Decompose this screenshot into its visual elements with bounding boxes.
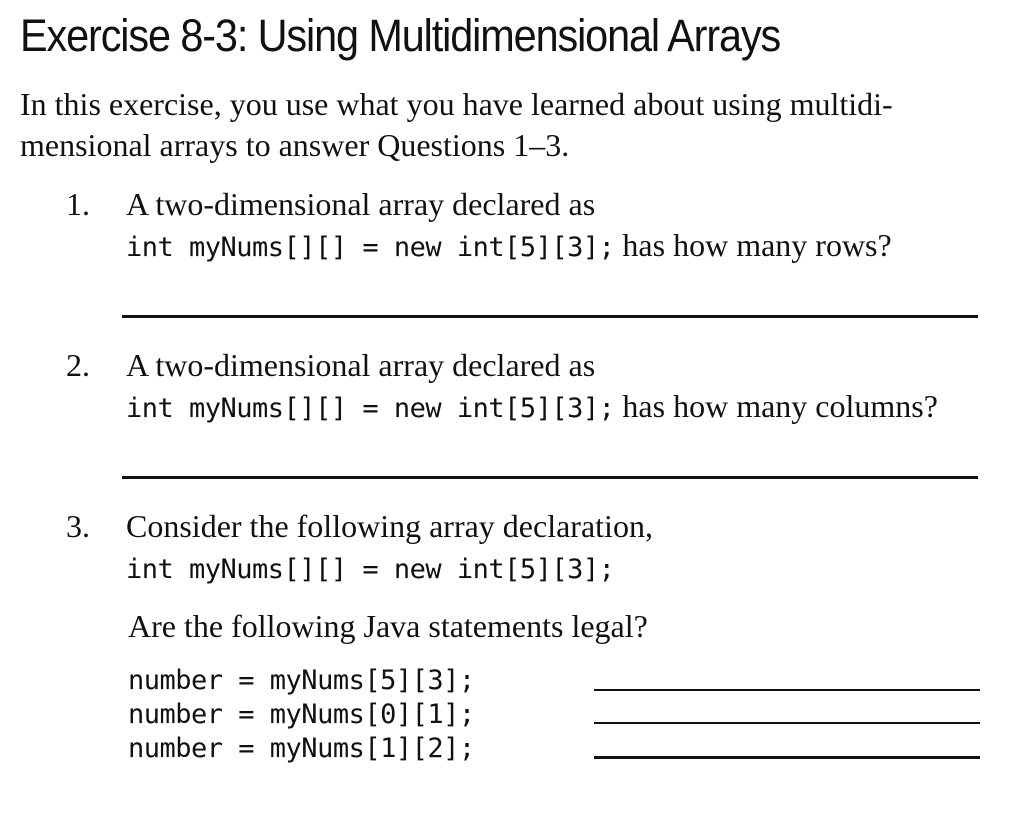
exercise-title: Exercise 8-3: Using Multidimensional Arrays [20, 10, 781, 61]
question-1-answer-line[interactable] [122, 315, 978, 318]
intro-line-2: mensional arrays to answer Questions 1–3. [20, 127, 570, 163]
question-1-suffix: has how many rows? [614, 227, 892, 263]
question-3-code: int myNums[][] = new int[5][3]; [126, 554, 615, 585]
question-3-declaration [126, 547, 614, 590]
question-2-suffix: has how many columns? [614, 388, 938, 424]
question-1-text: A two-dimensional array declared as [126, 186, 596, 222]
question-2-code: int myNums[][] = new int[5][3]; [126, 393, 615, 424]
statement-1-answer-line[interactable] [594, 689, 980, 691]
statement-3-answer-line[interactable] [594, 756, 980, 759]
intro-line-1: In this exercise, you use what you have learned about using multidi- [20, 86, 893, 122]
question-3-prompt: Are the following Java statements legal? [128, 608, 648, 644]
statement-2: number = myNums[0][1]; [128, 699, 475, 730]
statement-3: number = myNums[1][2]; [128, 733, 475, 764]
question-1-number: 1. [66, 186, 90, 222]
question-2-number: 2. [66, 347, 90, 383]
question-1-code: int myNums[][] = new int[5][3]; [126, 232, 615, 263]
question-1-declaration [126, 225, 892, 268]
statement-1: number = myNums[5][3]; [128, 665, 475, 696]
question-2-declaration [126, 386, 938, 429]
question-2-answer-line[interactable] [122, 476, 978, 479]
intro-paragraph [20, 84, 893, 166]
question-2-text: A two-dimensional array declared as [126, 347, 596, 383]
question-3-text: Consider the following array declaration, [126, 508, 653, 544]
statement-2-answer-line[interactable] [594, 722, 980, 724]
question-3-number: 3. [66, 508, 90, 544]
